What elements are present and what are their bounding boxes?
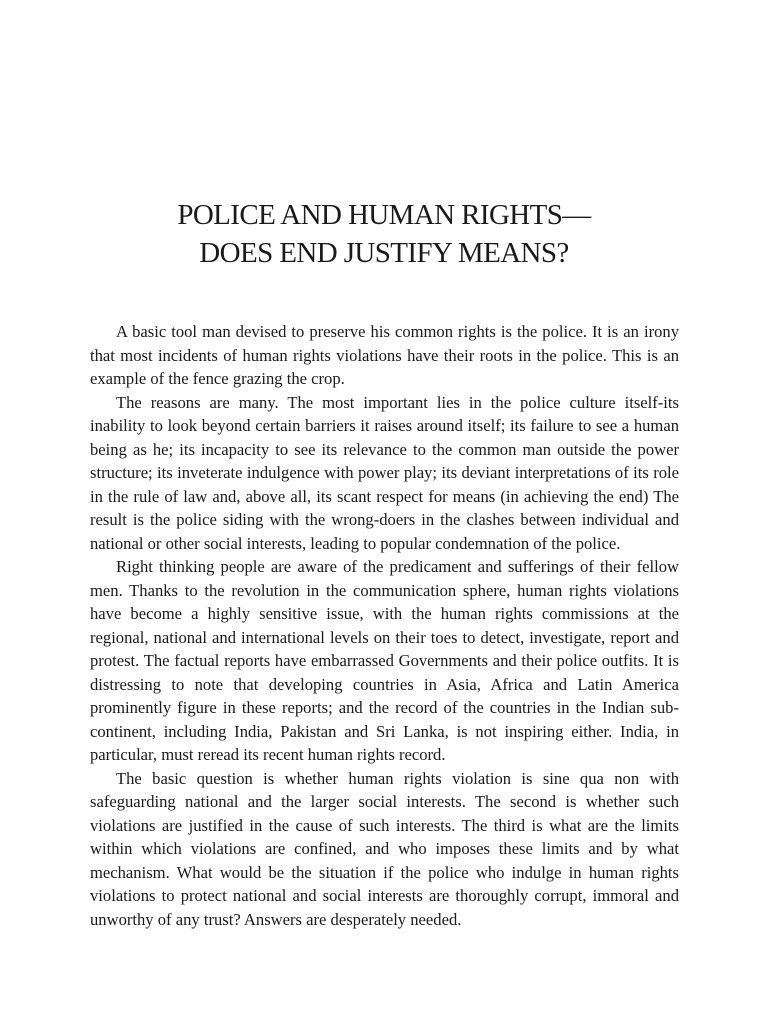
paragraph-3: Right thinking people are aware of the predicament and sufferings of their fellow men. Thanks to the revolution in the communication sphere, human rights violations have become a highly sensitive issue, with the human rights commissions at the regional, national and international levels on their toes to detect, investigate, report and protest. The factual reports have embarrassed Governments and their police outfits. It is distressing to note that developing countries in Asia, Africa and Latin America prominently figure in these reports; and the record of the countries in the Indian sub-continent, including India, Pakistan and Sri Lanka, is not inspiring either. India, in particular, must reread its recent human rights record. — [90, 557, 679, 764]
body-text — [90, 320, 679, 931]
chapter-title — [0, 196, 768, 272]
paragraph-4: The basic question is whether human rights violation is sine qua non with safeguarding national and the larger social interests. The second is whether such violations are justified in the cause of such interests. The third is what are the limits within which violations are confined, and who imposes these limits and by what mechanism. What would be the situation if the police who indulge in human rights violations to protect national and social interests are thoroughly corrupt, immoral and unworthy of any trust? Answers are desperately needed. — [90, 768, 679, 929]
chapter-title-line-1: POLICE AND HUMAN RIGHTS— — [177, 199, 591, 231]
paragraph-2: The reasons are many. The most important lies in the police culture itself-its inability to look beyond certain barriers it raises around itself; its failure to see a human being as he; its incapacity to see its relevance to the common man outside the power structure; its inveterate indulgence with power play; its deviant interpretations of its role in the rule of law and, above all, its scant respect for means (in achieving the end) The result is the police siding with the wrong-doers in the clashes between individual and national or other social interests, leading to popular condemnation of the police. — [90, 392, 679, 553]
paragraph-1: A basic tool man devised to preserve his common rights is the police. It is an irony that most incidents of human rights violations have their roots in the police. This is an example of the fence grazing the crop. — [90, 322, 679, 388]
chapter-title-line-2: DOES END JUSTIFY MEANS? — [199, 237, 569, 269]
